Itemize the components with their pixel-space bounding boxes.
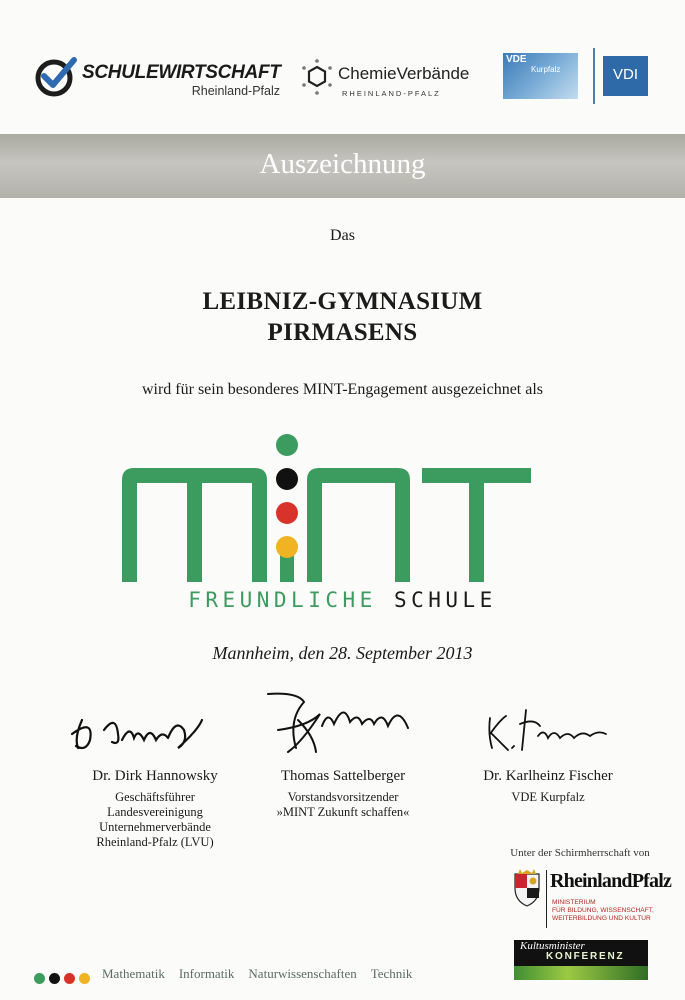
chemieverbaende-logo <box>300 58 490 102</box>
signer-role <box>443 790 653 805</box>
school-name-line1: LEIBNIZ-GYMNASIUM <box>202 288 483 315</box>
vde-title: VDE <box>506 54 527 65</box>
ministry-line: WEITERBILDUNG UND KULTUR <box>552 915 651 922</box>
school-name <box>0 286 685 348</box>
vdi-title: VDI <box>612 66 638 83</box>
mint-wordmark <box>122 432 532 582</box>
patronage-label: Unter der Schirmherrschaft von <box>510 847 650 859</box>
vdi-logo <box>603 56 648 96</box>
mint-dot-black <box>276 468 298 490</box>
footer-dot-green <box>34 973 45 984</box>
footer-dot-black <box>49 973 60 984</box>
mint-dot-green <box>276 434 298 456</box>
footer-subjects <box>102 966 426 982</box>
footer-subject-informatik: Informatik <box>178 966 235 981</box>
mint-letter-n <box>307 468 410 582</box>
kultusministerkonferenz-logo <box>514 940 648 980</box>
vde-subtitle: Kurpfalz <box>531 65 561 74</box>
logo-divider <box>593 48 595 104</box>
intro-text: Das <box>330 227 355 244</box>
footer-dot-red <box>64 973 75 984</box>
chemieverbaende-title: ChemieVerbände <box>338 64 470 83</box>
award-description: wird für sein besonderes MINT-Engagement ausgezeichnet als <box>141 381 544 398</box>
mint-letter-m <box>122 468 267 582</box>
schulewirtschaft-logo <box>34 54 284 102</box>
chemieverbaende-subtitle: RHEINLAND-PFALZ <box>342 89 441 98</box>
mint-tagline <box>0 588 685 612</box>
signer-role <box>238 790 448 820</box>
ministry-line: MINISTERIUM <box>552 899 596 906</box>
banner-title: Auszeichnung <box>259 148 426 180</box>
school-name-line2: PIRMASENS <box>267 319 418 346</box>
ministry-name <box>552 899 654 923</box>
schulewirtschaft-title: SCHULEWIRTSCHAFT <box>82 62 281 83</box>
rheinland-pfalz-ministry-logo <box>512 868 672 932</box>
signer-name: Dr. Dirk Hannowsky <box>92 768 218 784</box>
tagline-schule: SCHULE <box>393 588 497 612</box>
signer-role-line: »MINT Zukunft schaffen« <box>276 805 410 819</box>
signer-fischer <box>443 768 653 805</box>
mint-letter-t <box>422 468 531 582</box>
signature-hannowsky <box>60 690 260 760</box>
rlp-divider <box>546 870 547 928</box>
ministry-line: FÜR BILDUNG, WISSENSCHAFT, <box>552 907 654 914</box>
tagline-freundliche: FREUNDLICHE <box>188 588 377 612</box>
footer-dot-yellow <box>79 973 90 984</box>
signer-name: Thomas Sattelberger <box>280 768 406 784</box>
signer-role <box>50 790 260 850</box>
signature-sattelberger <box>258 690 458 760</box>
signer-role-line: Unternehmerverbände <box>99 820 211 834</box>
signer-role-line: Vorstandsvorsitzender <box>287 790 399 804</box>
signer-name: Dr. Karlheinz Fischer <box>483 768 613 784</box>
signer-role-line: Geschäftsführer <box>115 790 195 804</box>
signer-hannowsky <box>50 768 260 850</box>
footer-subject-naturwissenschaften: Naturwissenschaften <box>248 966 357 981</box>
checkmark-swoosh-icon <box>34 54 78 98</box>
rheinland-pfalz-wordmark: RheinlandPfalz <box>550 870 672 892</box>
schulewirtschaft-subtitle: Rheinland-Pfalz <box>191 84 280 98</box>
mint-dot-red <box>276 502 298 524</box>
signer-role-line: Landesvereinigung <box>107 805 203 819</box>
vde-kurpfalz-logo <box>503 53 578 99</box>
signature-fischer <box>478 690 678 760</box>
kmk-green-band <box>514 966 648 980</box>
award-banner <box>0 134 685 198</box>
kmk-subtitle: KONFERENZ <box>546 951 625 962</box>
coat-of-arms-icon <box>512 868 542 908</box>
footer-subject-technik: Technik <box>370 966 413 981</box>
mint-dot-yellow <box>276 536 298 558</box>
signer-role-line: VDE Kurpfalz <box>511 790 585 804</box>
place-and-date: Mannheim, den 28. September 2013 <box>212 643 473 663</box>
footer-mint-dots <box>34 969 94 987</box>
footer-subject-mathematik: Mathematik <box>102 966 165 981</box>
hexagon-molecule-icon <box>300 58 334 96</box>
signer-sattelberger <box>238 768 448 820</box>
mint-logo <box>122 432 532 582</box>
kmk-title: Kultusminister <box>520 940 585 952</box>
signer-role-line: Rheinland-Pfalz (LVU) <box>96 835 214 849</box>
